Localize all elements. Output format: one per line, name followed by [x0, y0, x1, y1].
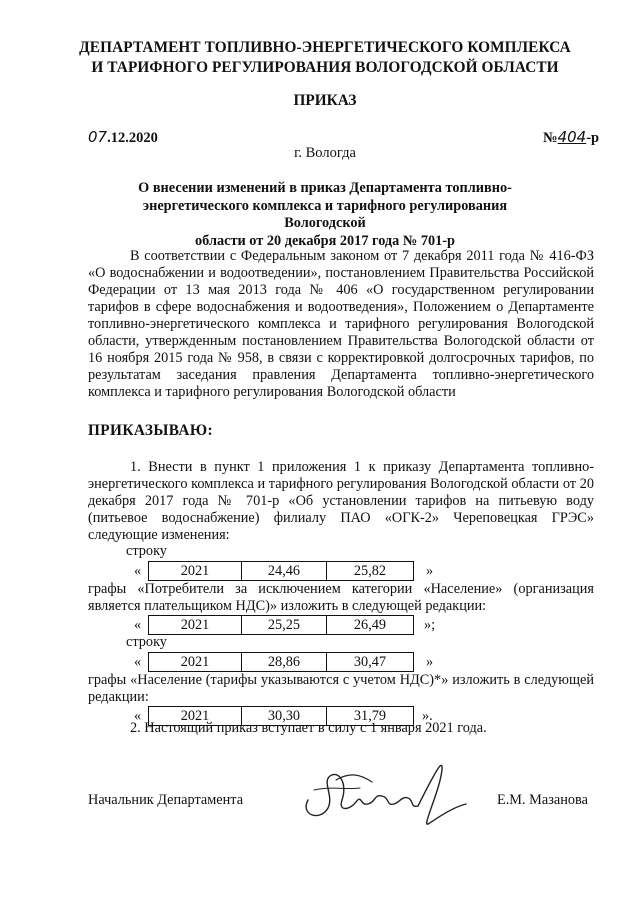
city: г. Вологда: [294, 145, 356, 161]
label-grafy-1: графы «Потребители за исключением категории «Население» (организация является плательщиком НДС)» изложить в следующей редакции:: [88, 581, 594, 614]
prikazyvayu-heading: ПРИКАЗЫВАЮ:: [88, 422, 213, 439]
subject-line-2: энергетического комплекса и тарифного регулирования Вологодской: [142, 197, 508, 231]
open-quote: «: [134, 708, 142, 724]
cell-value-2: 30,47: [326, 652, 414, 672]
open-quote: «: [134, 563, 142, 579]
cell-year: 2021: [148, 561, 242, 581]
cell-value-2: 26,49: [326, 615, 414, 635]
subject-line-1: О внесении изменений в приказ Департамента топливно-: [138, 180, 512, 196]
label-stroku-2: строку: [126, 634, 167, 650]
order-subject: [110, 180, 540, 250]
cell-value-2: 31,79: [326, 706, 414, 726]
header-line-1: ДЕПАРТАМЕНТ ТОПЛИВНО-ЭНЕРГЕТИЧЕСКОГО КОМПЛЕКСА: [79, 39, 571, 56]
department-header: [60, 38, 590, 78]
cell-value-2: 25,82: [326, 561, 414, 581]
label-stroku-1: строку: [126, 543, 167, 559]
preamble-paragraph: В соответствии с Федеральным законом от 7 декабря 2011 года № 416-ФЗ «О водоснабжении и водоотведении», постановлением Правительства Российской Федерации от 13 мая 2013 года № 406 «О государственном регулировании тарифов в сфере водоснабжения и водоотведения», Положением о Департаменте топливно-энергетического комплекса и тарифного регулирования Вологодской области, утвержденным постановлением Правительства Вологодской области от 16 ноября 2015 года № 958, в связи с корректировкой долгосрочных тарифов, по результатам заседания правления Департамента топливно-энергетического комплекса и тарифного регулирования Вологодской области: [88, 248, 594, 400]
signatory-name: Е.М. Мазанова: [497, 792, 588, 808]
signatory-position: Начальник Департамента: [88, 792, 244, 808]
close-quote: »: [426, 563, 434, 579]
cell-value-1: 30,30: [241, 706, 327, 726]
number-handwritten: 404: [557, 128, 587, 146]
label-grafy-2: графы «Население (тарифы указываются с учетом НДС)*» изложить в следующей редакции:: [88, 672, 594, 705]
header-line-2: И ТАРИФНОГО РЕГУЛИРОВАНИЯ ВОЛОГОДСКОЙ ОБЛАСТИ: [91, 59, 559, 76]
close-quote: ».: [422, 708, 433, 724]
tariff-row-1: [126, 561, 446, 581]
number-suffix: -р: [586, 130, 600, 146]
item-2-paragraph: 2. Настоящий приказ вступает в силу с 1 января 2021 года.: [130, 720, 487, 736]
cell-year: 2021: [148, 615, 242, 635]
date-day-handwritten: 07: [88, 128, 108, 146]
tariff-row-2: [126, 615, 446, 635]
date-rest: .12.2020: [107, 130, 158, 146]
tariff-row-3: [126, 652, 446, 672]
cell-value-1: 24,46: [241, 561, 327, 581]
subject-line-3: области от 20 декабря 2017 года № 701-р: [195, 232, 455, 249]
cell-year: 2021: [148, 652, 242, 672]
cell-value-1: 25,25: [241, 615, 327, 635]
item-1-paragraph: 1. Внести в пункт 1 приложения 1 к приказу Департамента топливно-энергетического комплекса и тарифного регулирования Вологодской области от 20 декабря 2017 года № 701-р «Об установлении тарифов на питьевую воду (питьевое водоснабжение) филиалу ПАО «ОГК-2» Череповецкая ГРЭС» следующие изменения:: [88, 459, 594, 543]
open-quote: «: [134, 617, 142, 633]
close-quote: »;: [424, 617, 436, 633]
close-quote: »: [426, 654, 434, 670]
handwritten-signature: [290, 760, 480, 830]
cell-value-1: 28,86: [241, 652, 327, 672]
document-type: ПРИКАЗ: [293, 92, 357, 109]
cell-year: 2021: [148, 706, 242, 726]
open-quote: «: [134, 654, 142, 670]
number-prefix: №: [543, 130, 558, 146]
